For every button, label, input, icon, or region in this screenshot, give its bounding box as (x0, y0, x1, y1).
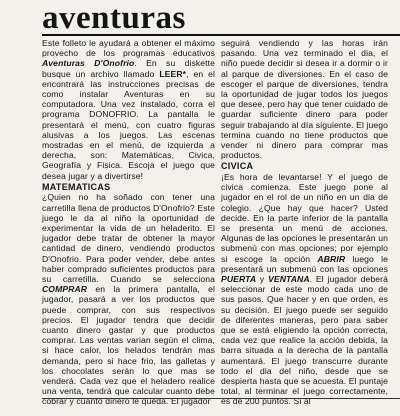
intro-text-3: , en el encontrará las instrucciones precisas de como instalar Aventuras en su computadora. Una vez instalado, corra el programa DONOFRIO. La pantalla le presentará el menú, con cuatro figuras alusivas a los juegos. Las escenas mostradas en el menú, de izquierda a derecha, son: Matemáticas, Civica, Geografía y Fisica. Escoja el juego que desea jugar y a divertirse! (42, 68, 215, 181)
left-column (42, 38, 215, 407)
heading-matematicas: MATEMATICAS (42, 181, 111, 192)
matematicas-continued-text: seguirá vendiendo y las horas irán pasando. Una vez terminado el dia, el niño puede decidir si desea ir a dormir o ir al parque de diversiones. En el caso de escoger el parque de diversiones, tendra la oportunidad de jugar todos los juegos que desee, pero hay que tener cuidado de guardar suficiente dinero para poder seguir trabajando al día siguiente. El juego termina cuando no tiene productos que vender ni dinero para comprar mas productos. (221, 38, 388, 161)
civica-conjunction: y (256, 273, 269, 284)
civica-text: ¡Es hora de levantarse! Y el juego de civica comienza. Este juego pone al jugador en el rol de un niño en un dia de colegio. ¿Que hay que hacer? Usted decide. En la parte inferior de la pantalla se presenta un menú de acciones. Algunas de las opciones le presentarán un submenú con mas opciones; por ejemplo si escoge la opción (221, 171, 388, 264)
civica-text-3: . El jugador deberá seleccionar de este modo cada uno de sus pasos. Que hacer y en que orden, es su decisión. El juego puede ser seguido de diferentes maneras, pero para saber que se está eligiendo la opción correcta, cada vez que realice la acción debida, la barra situada a la derecha de la pantalla aumentará. El juego transcurre durante todo el dia del niño, desde que se despierta hasta que se acuesta. El puntaje total, al terminar el juego correctamente, es de 200 puntos. Si al (221, 273, 388, 407)
comprar-keyword: COMPRAR (42, 284, 88, 295)
matematicas-paragraph (42, 192, 215, 406)
intro-filename: LEER* (159, 68, 187, 79)
matematicas-continued-paragraph (221, 38, 388, 160)
section-title: aventuras (42, 0, 186, 36)
title-rule (42, 34, 400, 36)
intro-brand: Aventuras D'Onofrio (42, 58, 135, 69)
civica-text-2: luego le presentará un submenú con las opciones (221, 253, 388, 274)
matematicas-text-2: en la primera pantalla, el jugador, pasará a ver los productos que puede comprar, con sus respectivos precios. El jugador tendra que decidir cuanto dinero gastar y que productos comprar. Las ventas varian según el clima, si hace calor, los helados tendrán mas demanda, pero si hace frio, las galletas y los chocolates serán lo que mas se venderá. Cada vez que el heladero realice una venta, tendrá que calcular cuanto debe cobrar y cuanto dinero le queda. El jugador (42, 284, 215, 407)
ventana-keyword: VENTANA (268, 273, 310, 284)
matematicas-text: ¿Quien no ha soñado con tener una carretilla llena de productos D'Onofrio? Este juego le da al niño la oportunidad de experimentar la vida de un heladerito. El jugador debe tratar de obtener la mayor cantidad de dinero, vendiendo productos D'Onofrio. Para poder vender, debe antes haber comprado suficientes productos para su carretilla. Cuando se selecciona (42, 192, 215, 284)
intro-text-2: . En su diskette busque un archivo llamado (42, 58, 215, 79)
intro-text: Este folleto le ayudará a obtener el máximo provecho de los programas educativos (42, 38, 215, 59)
heading-civica: CIVICA (221, 161, 254, 172)
intro-paragraph (42, 38, 215, 181)
right-column (221, 38, 388, 407)
puerta-keyword: PUERTA (221, 273, 257, 284)
bottom-rule (42, 398, 400, 399)
civica-paragraph (221, 172, 388, 407)
abrir-keyword: ABRIR (317, 253, 346, 264)
